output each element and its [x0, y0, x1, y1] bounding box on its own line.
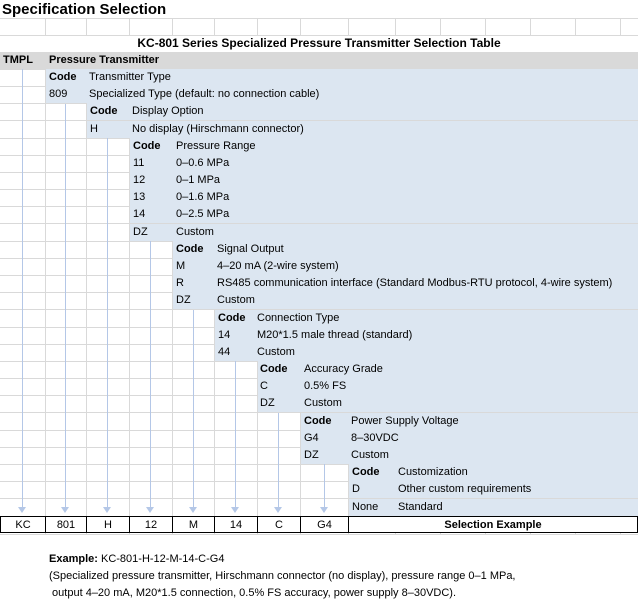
option-code: C — [260, 380, 268, 392]
option-code: M — [176, 260, 186, 272]
arrow-down-icon — [103, 507, 111, 513]
code-header: Code — [176, 243, 204, 255]
arrow-down-icon — [231, 507, 239, 513]
section-title: Connection Type — [257, 312, 340, 324]
option-code: H — [90, 123, 98, 135]
option-code: G4 — [304, 432, 319, 444]
arrow-line — [107, 138, 108, 507]
example-label: Example: — [49, 553, 98, 565]
section-title: Customization — [398, 466, 468, 478]
arrow-down-icon — [61, 507, 69, 513]
option-code: DZ — [133, 226, 148, 238]
example-cell: H — [86, 516, 130, 533]
arrow-down-icon — [146, 507, 154, 513]
section-title: Power Supply Voltage — [351, 415, 459, 427]
option-code: D — [352, 483, 360, 495]
example-cell: KC — [0, 516, 46, 533]
example-cell: M — [172, 516, 215, 533]
example-code: KC-801-H-12-M-14-C-G4 — [100, 553, 225, 565]
option-code: DZ — [260, 397, 275, 409]
code-header: Code — [304, 415, 332, 427]
section-title: Accuracy Grade — [304, 363, 383, 375]
arrow-line — [278, 413, 279, 507]
section-title: Pressure Range — [176, 140, 256, 152]
code-header: Code — [352, 466, 380, 478]
example-line — [49, 551, 224, 568]
code-header: Code — [49, 71, 77, 83]
option-desc: 0.5% FS — [304, 380, 347, 392]
option-code: None — [352, 501, 379, 513]
tmpl-label: TMPL — [3, 54, 33, 66]
code-header: Code — [90, 105, 118, 117]
arrow-down-icon — [189, 507, 197, 513]
arrow-down-icon — [274, 507, 282, 513]
option-code: 13 — [133, 191, 146, 203]
option-code: 14 — [133, 208, 146, 220]
section-title: Display Option — [132, 105, 204, 117]
arrow-line — [150, 241, 151, 507]
example-cell: 12 — [129, 516, 173, 533]
arrow-line — [22, 69, 23, 507]
example-cell: G4 — [300, 516, 349, 533]
table-title: KC-801 Series Specialized Pressure Transmitter Selection Table — [137, 36, 501, 50]
option-desc: Standard — [398, 501, 443, 513]
option-code: 809 — [49, 88, 68, 100]
option-desc: Specialized Type (default: no connection cable) — [89, 88, 320, 100]
example-note-line2: output 4–20 mA, M20*1.5 connection, 0.5% FS accuracy, power supply 8–30VDC). — [49, 587, 457, 599]
arrow-line — [193, 310, 194, 507]
page-heading: Specification Selection — [2, 1, 167, 18]
section-row-bg — [349, 499, 638, 516]
code-header: Code — [218, 312, 246, 324]
section-title: Signal Output — [217, 243, 284, 255]
option-desc: M20*1.5 male thread (standard) — [257, 329, 413, 341]
arrow-line — [235, 361, 236, 507]
option-code: DZ — [304, 449, 319, 461]
example-cell: 14 — [214, 516, 258, 533]
option-code: R — [176, 277, 184, 289]
option-code: 12 — [133, 174, 146, 186]
arrow-line — [324, 464, 325, 507]
option-desc: RS485 communication interface (Standard Modbus-RTU protocol, 4-wire system) — [217, 277, 613, 289]
example-cell: C — [257, 516, 301, 533]
option-code: DZ — [176, 294, 191, 306]
option-code: 14 — [218, 329, 231, 341]
option-desc: Other custom requirements — [398, 483, 532, 495]
code-header: Code — [133, 140, 161, 152]
section-title: Transmitter Type — [89, 71, 171, 83]
option-desc: 0–2.5 MPa — [176, 208, 230, 220]
option-code: 44 — [218, 346, 231, 358]
option-desc: Custom — [304, 397, 342, 409]
code-header: Code — [260, 363, 288, 375]
arrow-down-icon — [320, 507, 328, 513]
example-cell: 801 — [45, 516, 87, 533]
tmpl-value: Pressure Transmitter — [49, 54, 160, 66]
selection-example-label: Selection Example — [348, 516, 638, 533]
option-desc: Custom — [351, 449, 389, 461]
arrow-line — [65, 104, 66, 507]
option-desc: Custom — [176, 226, 214, 238]
option-desc: 0–1 MPa — [176, 174, 221, 186]
option-code: 11 — [133, 157, 145, 169]
option-desc: 8–30VDC — [351, 432, 399, 444]
section-header-bg — [349, 464, 638, 481]
arrow-down-icon — [18, 507, 26, 513]
example-note-line1: (Specialized pressure transmitter, Hirschmann connector (no display), pressure range 0–1 MPa, — [49, 570, 516, 582]
option-desc: Custom — [217, 294, 255, 306]
option-desc: Custom — [257, 346, 295, 358]
option-desc: 4–20 mA (2-wire system) — [217, 260, 339, 272]
option-desc: 0–1.6 MPa — [176, 191, 230, 203]
option-desc: 0–0.6 MPa — [176, 157, 230, 169]
option-desc: No display (Hirschmann connector) — [132, 123, 304, 135]
